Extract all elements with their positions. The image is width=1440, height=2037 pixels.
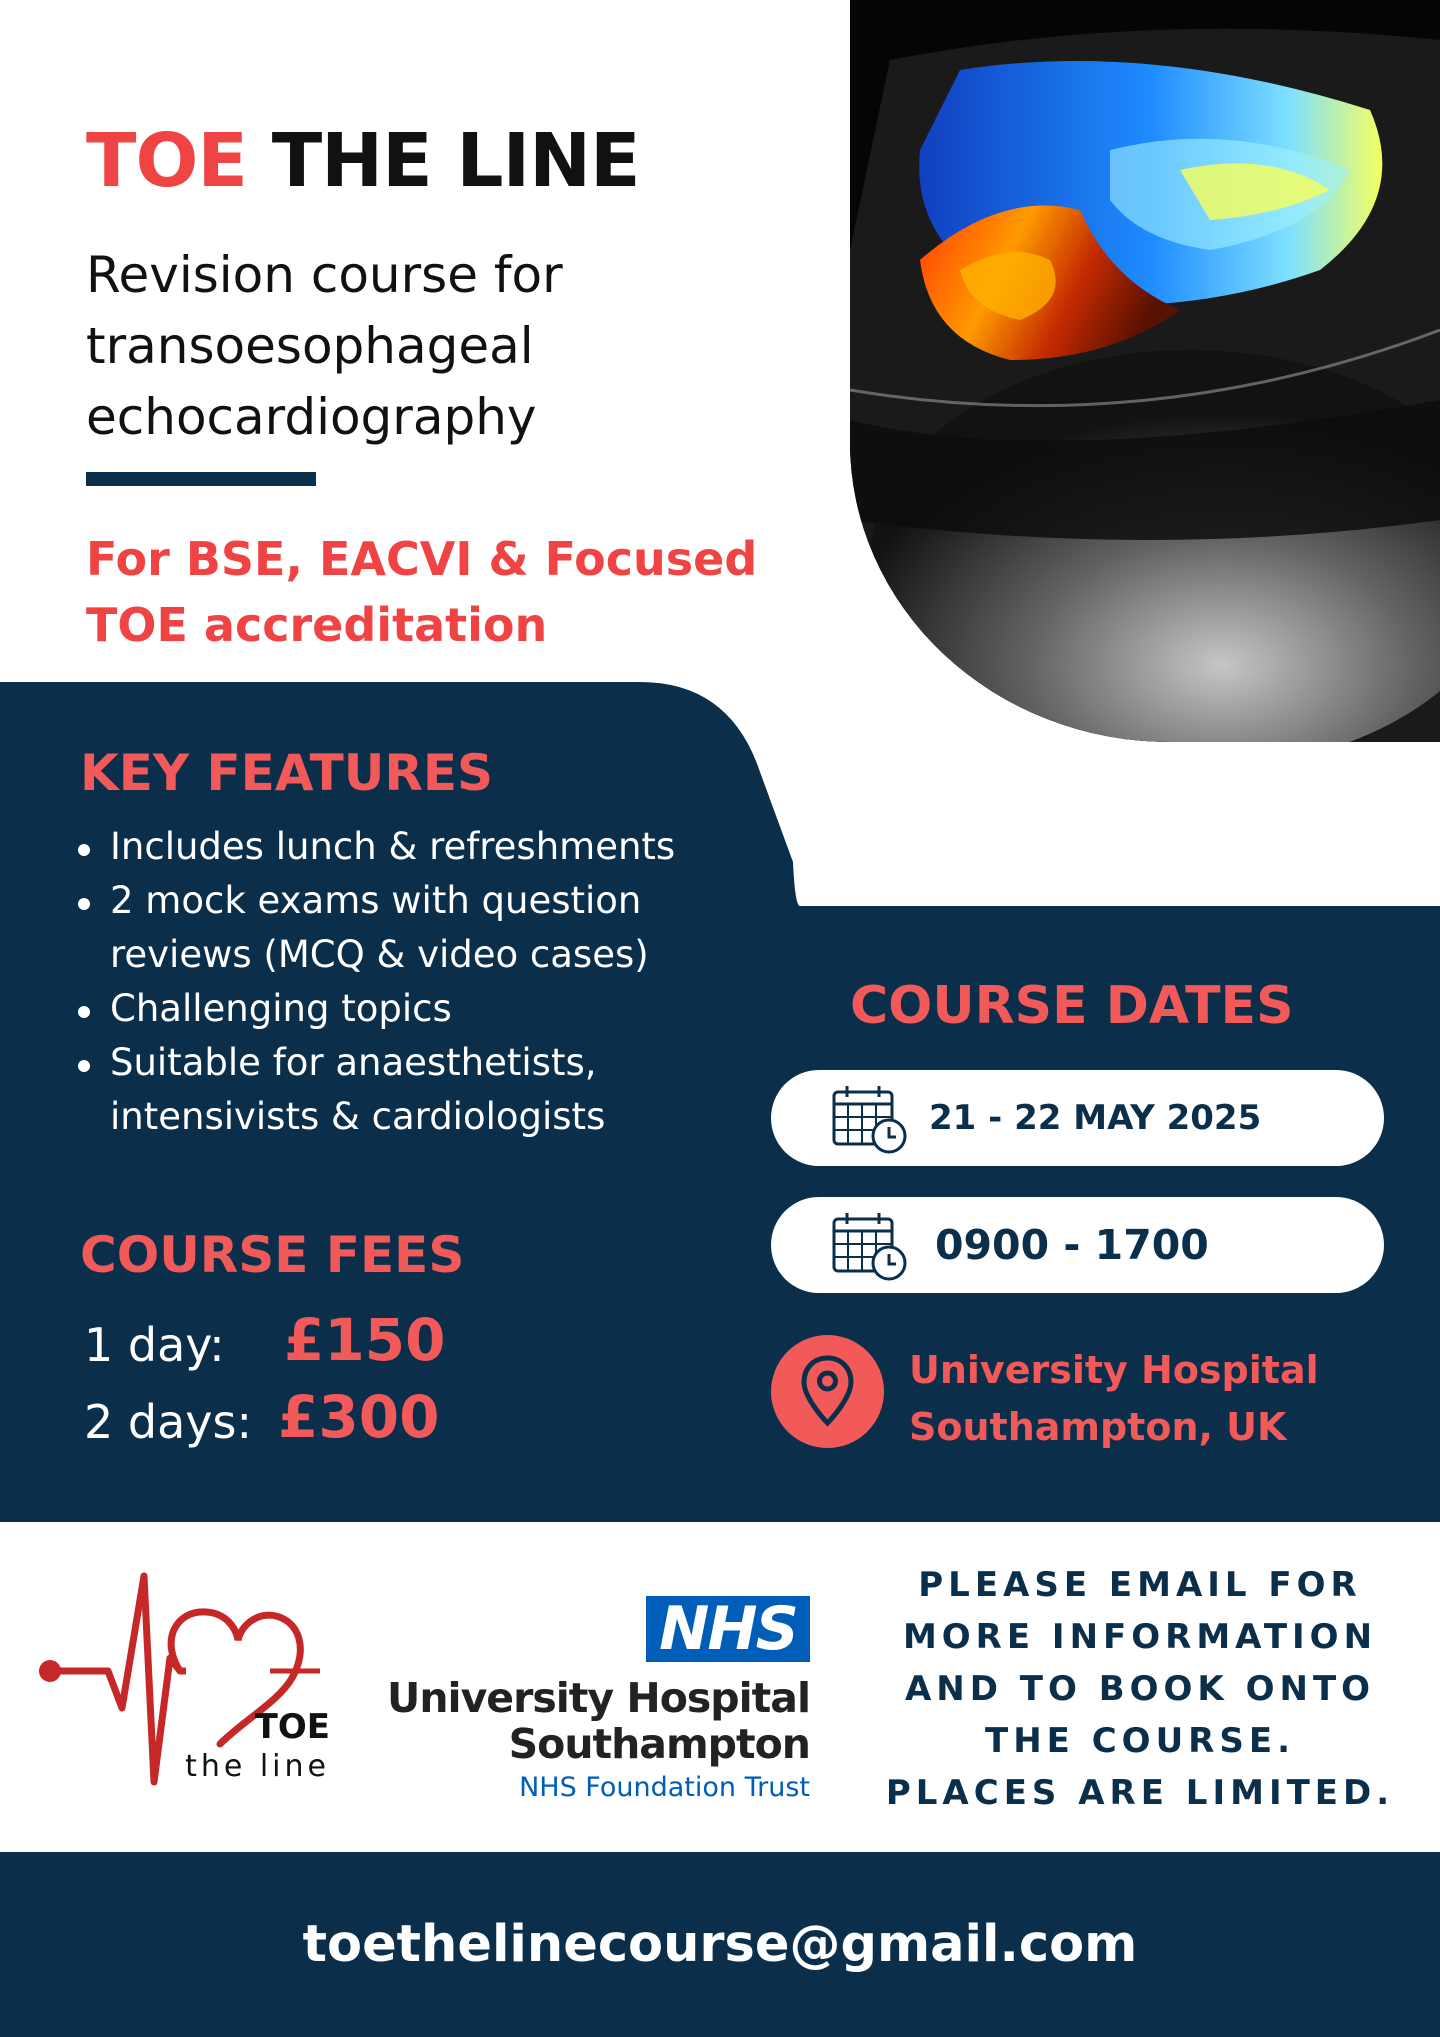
list-item [78, 1036, 778, 1144]
list-item-line: intensivists & cardiologists [110, 1095, 606, 1138]
booking-note-line: PLEASE EMAIL FOR [918, 1565, 1362, 1605]
nhs-trust-logo [384, 1594, 814, 1804]
contact-email-link[interactable]: toethelinecourse@gmail.com [302, 1915, 1138, 1974]
calendar-clock-icon [831, 1211, 909, 1281]
course-fees-heading: COURSE FEES [80, 1226, 465, 1284]
list-item [78, 820, 778, 874]
booking-note [870, 1559, 1410, 1819]
calendar-clock-icon [831, 1084, 909, 1154]
booking-note-line: MORE INFORMATION [902, 1617, 1378, 1657]
list-item [78, 982, 778, 1036]
accreditation-line: For BSE, EACVI & Focused [86, 532, 758, 586]
fee-price: £300 [278, 1383, 440, 1451]
toe-the-line-logo [30, 1568, 340, 1798]
accreditation-text [86, 526, 806, 658]
list-item-line: Includes lunch & refreshments [110, 825, 676, 868]
list-item-line: 2 mock exams with question [110, 879, 642, 922]
fee-label: 1 day: [84, 1318, 225, 1372]
course-date: 21 - 22 MAY 2025 [929, 1098, 1262, 1138]
nhs-trust-name-line2: Southampton [508, 1720, 810, 1768]
accreditation-line: TOE accreditation [86, 598, 548, 652]
course-subtitle [86, 240, 786, 453]
heartbeat-heart-icon [30, 1568, 340, 1798]
course-time: 0900 - 1700 [935, 1221, 1209, 1269]
nhs-trust-name-line1: University Hospital [387, 1674, 810, 1722]
date-pill [771, 1070, 1384, 1166]
footer [0, 1852, 1440, 2037]
title-toe: TOE [86, 118, 247, 204]
course-dates-heading: COURSE DATES [850, 976, 1294, 1036]
booking-note-line: THE COURSE. [985, 1721, 1295, 1761]
title-the-line: THE LINE [271, 118, 640, 204]
nhs-badge: NHS [646, 1596, 810, 1662]
subtitle-line: Revision course for [86, 246, 563, 304]
echocardiogram-doppler-icon [850, 0, 1440, 742]
logo-text-the-line: the line [185, 1749, 330, 1784]
list-item [78, 874, 778, 982]
venue-line: University Hospital [909, 1348, 1319, 1392]
list-item-line: Suitable for anaesthetists, [110, 1041, 597, 1084]
list-item-line: reviews (MCQ & video cases) [110, 933, 649, 976]
venue-address [909, 1342, 1409, 1456]
time-pill [771, 1197, 1384, 1293]
location-badge [771, 1335, 884, 1448]
booking-note-line: PLACES ARE LIMITED. [885, 1773, 1395, 1813]
title-divider [86, 472, 316, 486]
venue-line: Southampton, UK [909, 1405, 1287, 1449]
page-title [86, 118, 640, 204]
subtitle-line: transoesophageal [86, 317, 534, 375]
echocardiogram-image [850, 0, 1440, 742]
fee-price: £150 [284, 1306, 446, 1374]
booking-note-line: AND TO BOOK ONTO [904, 1669, 1376, 1709]
key-features-heading: KEY FEATURES [80, 744, 494, 802]
subtitle-line: echocardiography [86, 388, 537, 446]
key-features-list [78, 820, 778, 1144]
logo-text-toe: TOE [254, 1707, 330, 1747]
fee-label: 2 days: [84, 1395, 252, 1449]
list-item-line: Challenging topics [110, 987, 452, 1030]
location-pin-icon [801, 1355, 854, 1427]
nhs-trust-subtitle: NHS Foundation Trust [519, 1772, 810, 1803]
